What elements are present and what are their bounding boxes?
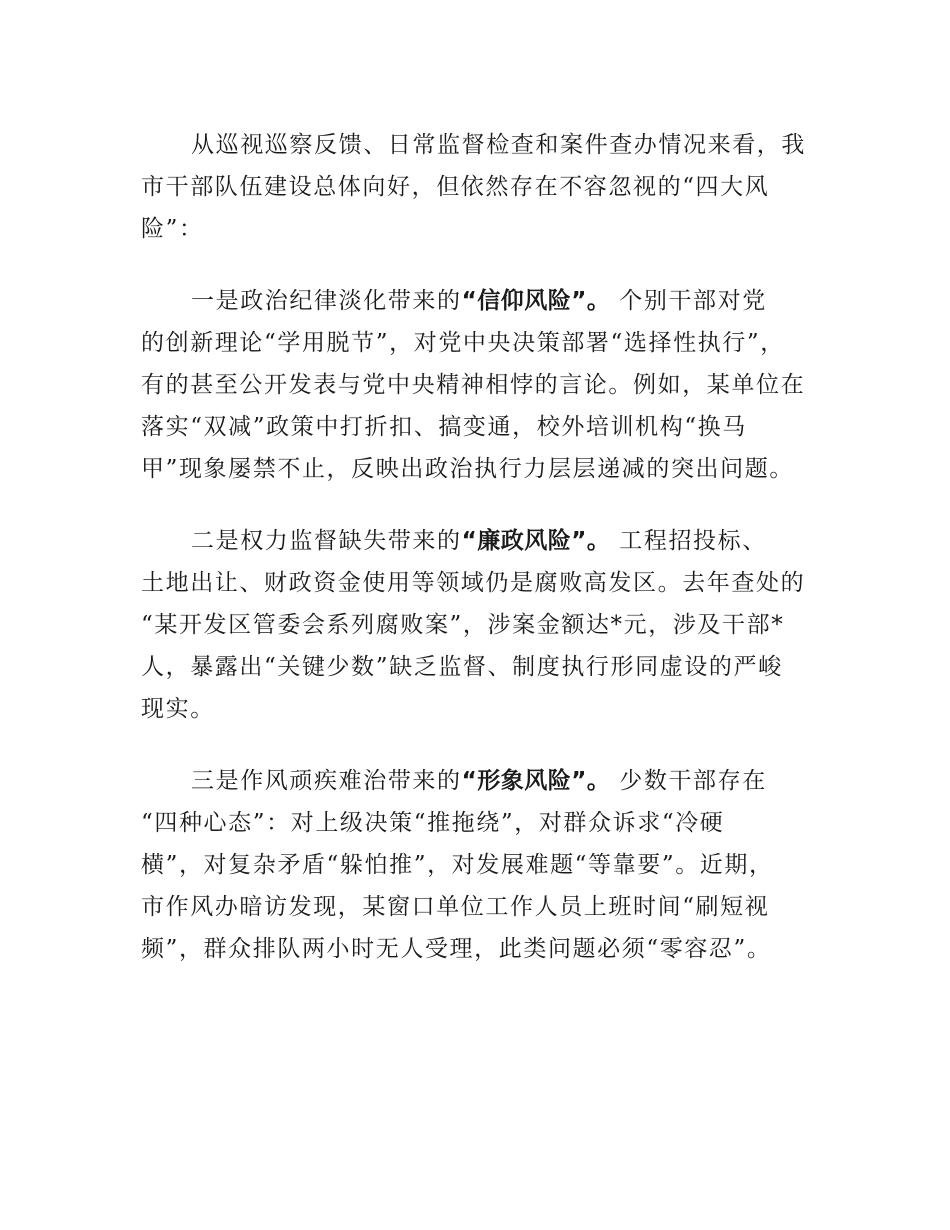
line-suffix: 个别干部对党 xyxy=(610,288,767,314)
text-line xyxy=(141,280,813,322)
text-line: 市干部队伍建设总体向好，但依然存在不容忽视的“四大风 xyxy=(141,174,770,200)
text-line: 落实“双减”政策中打折扣、搞变通，校外培训机构“换马 xyxy=(141,414,747,440)
intro-paragraph xyxy=(141,124,813,250)
text-line: 土地出让、财政资金使用等领域仍是腐败高发区。去年查处的 xyxy=(141,570,806,596)
text-line: 现实。 xyxy=(141,696,215,722)
text-line: 险”： xyxy=(141,216,204,242)
text-line xyxy=(141,760,813,802)
line-suffix: 少数干部存在 xyxy=(610,768,767,794)
text-line xyxy=(141,520,813,562)
text-line: “四种心态”：对上级决策“推拖绕”，对群众诉求“冷硬 xyxy=(141,810,725,836)
line-suffix: 工程招投标、 xyxy=(610,528,767,554)
risk-paragraph-integrity xyxy=(141,520,813,730)
risk-heading-faith: “信仰风险”。 xyxy=(461,288,611,314)
line-prefix: 一是政治纪律淡化带来的 xyxy=(191,288,462,314)
document-body xyxy=(141,124,813,1000)
text-line: 频”，群众排队两小时无人受理，此类问题必须“零容忍”。 xyxy=(141,936,772,962)
text-line: 的创新理论“学用脱节”，对党中央决策部署“选择性执行”， xyxy=(141,330,785,356)
text-line: 市作风办暗访发现，某窗口单位工作人员上班时间“刷短视 xyxy=(141,894,770,920)
text-line: 人，暴露出“关键少数”缺乏监督、制度执行形同虚设的严峻 xyxy=(141,654,783,680)
text-line: 甲”现象屡禁不止，反映出政治执行力层层递减的突出问题。 xyxy=(141,456,794,482)
risk-heading-integrity: “廉政风险”。 xyxy=(461,528,611,554)
text-line: 有的甚至公开发表与党中央精神相悖的言论。例如，某单位在 xyxy=(141,372,806,398)
text-line: 从巡视巡察反馈、日常监督检查和案件查办情况来看，我 xyxy=(191,132,806,158)
text-line: 横”，对复杂矛盾“躲怕推”，对发展难题“等靠要”。近期， xyxy=(141,852,774,878)
text-line: “某开发区管委会系列腐败案”，涉案金额达*元，涉及干部* xyxy=(141,612,785,638)
risk-heading-image: “形象风险”。 xyxy=(461,768,611,794)
risk-paragraph-faith xyxy=(141,280,813,490)
risk-paragraph-image xyxy=(141,760,813,970)
line-prefix: 三是作风顽疾难治带来的 xyxy=(191,768,462,794)
line-prefix: 二是权力监督缺失带来的 xyxy=(191,528,462,554)
